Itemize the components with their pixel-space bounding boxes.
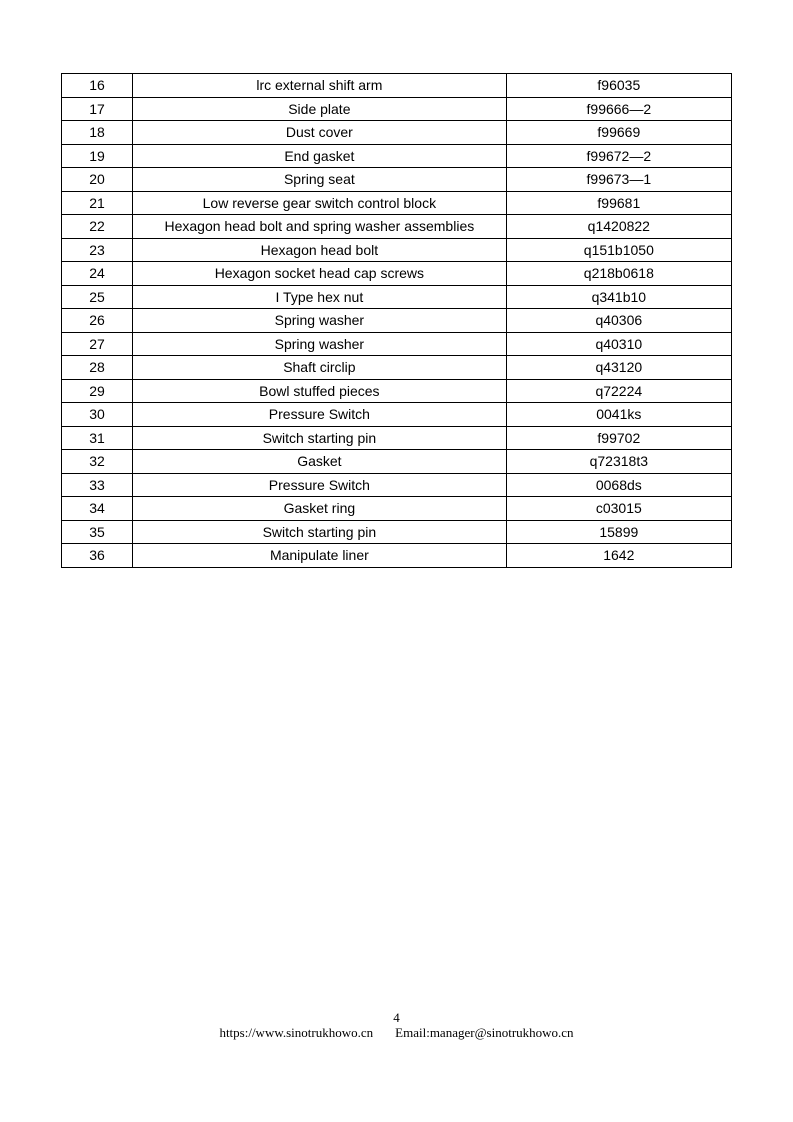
part-code-cell: q72224 — [506, 379, 731, 403]
part-number-cell: 27 — [62, 332, 133, 356]
part-name-cell: Spring washer — [133, 332, 507, 356]
part-code-cell: 0041ks — [506, 403, 731, 427]
part-number-cell: 33 — [62, 473, 133, 497]
part-number-cell: 18 — [62, 121, 133, 145]
part-code-cell: f96035 — [506, 74, 731, 98]
table-row — [62, 379, 732, 403]
part-name-cell: Bowl stuffed pieces — [133, 379, 507, 403]
table-row — [62, 121, 732, 145]
part-number-cell: 20 — [62, 168, 133, 192]
part-code-cell: q1420822 — [506, 215, 731, 239]
table-row — [62, 262, 732, 286]
table-row — [62, 544, 732, 568]
part-name-cell: Spring seat — [133, 168, 507, 192]
table-row — [62, 497, 732, 521]
part-name-cell: Switch starting pin — [133, 426, 507, 450]
part-name-cell: I Type hex nut — [133, 285, 507, 309]
part-number-cell: 32 — [62, 450, 133, 474]
part-number-cell: 25 — [62, 285, 133, 309]
part-name-cell: Switch starting pin — [133, 520, 507, 544]
part-name-cell: End gasket — [133, 144, 507, 168]
part-name-cell: lrc external shift arm — [133, 74, 507, 98]
part-code-cell: 1642 — [506, 544, 731, 568]
part-name-cell: Pressure Switch — [133, 403, 507, 427]
part-name-cell: Gasket — [133, 450, 507, 474]
table-row — [62, 74, 732, 98]
part-code-cell: f99702 — [506, 426, 731, 450]
table-row — [62, 426, 732, 450]
table-row — [62, 97, 732, 121]
part-code-cell: f99673—1 — [506, 168, 731, 192]
part-number-cell: 21 — [62, 191, 133, 215]
part-number-cell: 22 — [62, 215, 133, 239]
email-link[interactable]: Email:manager@sinotrukhowo.cn — [395, 1025, 574, 1040]
table-row — [62, 191, 732, 215]
part-code-cell: 15899 — [506, 520, 731, 544]
table-row — [62, 215, 732, 239]
part-code-cell: f99669 — [506, 121, 731, 145]
part-name-cell: Low reverse gear switch control block — [133, 191, 507, 215]
table-row — [62, 168, 732, 192]
table-row — [62, 450, 732, 474]
part-number-cell: 36 — [62, 544, 133, 568]
part-number-cell: 26 — [62, 309, 133, 333]
part-name-cell: Shaft circlip — [133, 356, 507, 380]
page-number: 4 — [393, 1010, 400, 1025]
table-row — [62, 473, 732, 497]
part-name-cell: Hexagon head bolt — [133, 238, 507, 262]
part-code-cell: q40306 — [506, 309, 731, 333]
part-name-cell: Dust cover — [133, 121, 507, 145]
part-code-cell: q40310 — [506, 332, 731, 356]
parts-table — [61, 73, 732, 568]
table-row — [62, 285, 732, 309]
website-link[interactable]: https://www.sinotrukhowo.cn — [219, 1025, 374, 1040]
table-row — [62, 309, 732, 333]
table-row — [62, 356, 732, 380]
part-number-cell: 17 — [62, 97, 133, 121]
part-name-cell: Gasket ring — [133, 497, 507, 521]
table-row — [62, 332, 732, 356]
part-number-cell: 34 — [62, 497, 133, 521]
part-code-cell: q43120 — [506, 356, 731, 380]
part-name-cell: Hexagon head bolt and spring washer assemblies — [133, 215, 507, 239]
part-code-cell: f99681 — [506, 191, 731, 215]
table-row — [62, 144, 732, 168]
part-number-cell: 35 — [62, 520, 133, 544]
part-code-cell: q341b10 — [506, 285, 731, 309]
part-name-cell: Spring washer — [133, 309, 507, 333]
part-number-cell: 29 — [62, 379, 133, 403]
part-number-cell: 16 — [62, 74, 133, 98]
part-code-cell: q218b0618 — [506, 262, 731, 286]
part-number-cell: 30 — [62, 403, 133, 427]
table-row — [62, 238, 732, 262]
part-number-cell: 31 — [62, 426, 133, 450]
part-number-cell: 23 — [62, 238, 133, 262]
part-number-cell: 19 — [62, 144, 133, 168]
part-code-cell: f99666—2 — [506, 97, 731, 121]
part-name-cell: Manipulate liner — [133, 544, 507, 568]
table-row — [62, 403, 732, 427]
part-name-cell: Pressure Switch — [133, 473, 507, 497]
part-code-cell: c03015 — [506, 497, 731, 521]
parts-table-body — [62, 74, 732, 568]
part-code-cell: 0068ds — [506, 473, 731, 497]
part-name-cell: Hexagon socket head cap screws — [133, 262, 507, 286]
part-code-cell: q151b1050 — [506, 238, 731, 262]
part-code-cell: q72318t3 — [506, 450, 731, 474]
footer-contact — [0, 1025, 793, 1041]
table-row — [62, 520, 732, 544]
part-number-cell: 24 — [62, 262, 133, 286]
part-number-cell: 28 — [62, 356, 133, 380]
part-name-cell: Side plate — [133, 97, 507, 121]
part-code-cell: f99672—2 — [506, 144, 731, 168]
